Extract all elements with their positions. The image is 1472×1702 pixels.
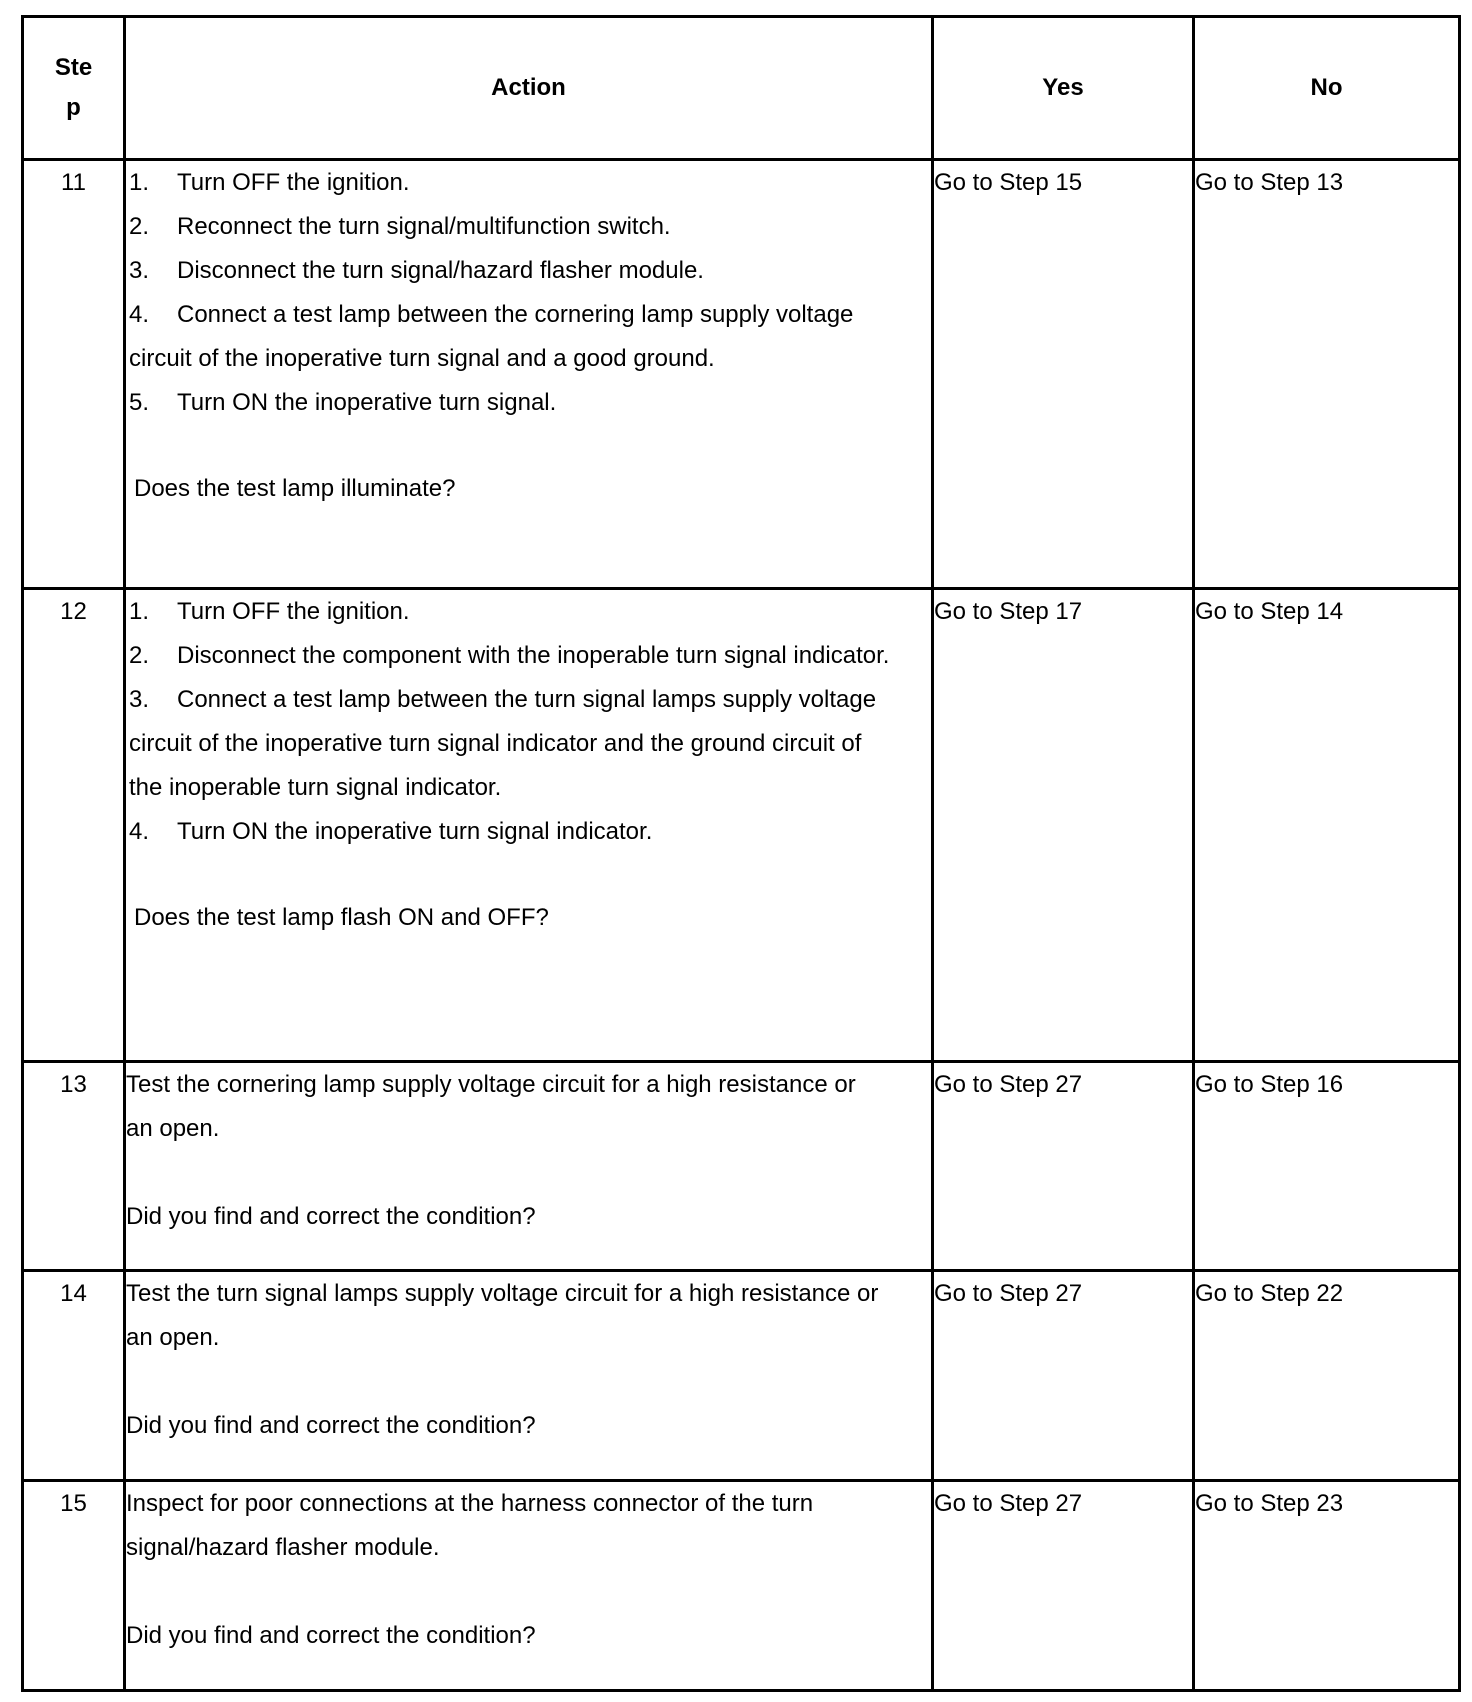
action-item: 1. Turn OFF the ignition. — [129, 598, 410, 625]
header-no: No — [1194, 17, 1460, 160]
yes-cell: Go to Step 15 — [933, 160, 1194, 589]
table-row — [23, 160, 1460, 589]
no-cell: Go to Step 22 — [1194, 1271, 1460, 1481]
no-cell: Go to Step 16 — [1194, 1062, 1460, 1271]
action-question: Did you find and correct the condition? — [126, 1412, 536, 1439]
step-number: 12 — [23, 589, 125, 1062]
no-cell: Go to Step 13 — [1194, 160, 1460, 589]
step-number: 14 — [23, 1271, 125, 1481]
header-yes: Yes — [933, 17, 1194, 160]
action-cell — [125, 1481, 933, 1691]
step-number: 13 — [23, 1062, 125, 1271]
action-cell — [125, 1062, 933, 1271]
step-number: 11 — [23, 160, 125, 589]
action-text: Inspect for poor connections at the harness connector of the turn signal/hazard flasher module. — [126, 1490, 814, 1561]
table-row — [23, 1062, 1460, 1271]
header-step: Step — [23, 17, 125, 160]
action-cell — [125, 589, 933, 1062]
action-cell — [125, 1271, 933, 1481]
step-number: 15 — [23, 1481, 125, 1691]
table-row — [23, 1271, 1460, 1481]
action-text: Test the cornering lamp supply voltage circuit for a high resistance or an open. — [126, 1071, 856, 1142]
action-question: Does the test lamp illuminate? — [134, 475, 456, 502]
action-item: 3. Connect a test lamp between the turn signal lamps supply voltage circuit of the inoperative turn signal indicator and the ground circuit of the inoperable turn signal indicator. — [129, 686, 877, 801]
action-item: 4. Connect a test lamp between the cornering lamp supply voltage circuit of the inoperative turn signal and a good ground. — [129, 301, 854, 372]
table-row — [23, 589, 1460, 1062]
action-item: 5. Turn ON the inoperative turn signal. — [129, 389, 557, 416]
header-action: Action — [125, 17, 933, 160]
no-cell: Go to Step 14 — [1194, 589, 1460, 1062]
action-text: Test the turn signal lamps supply voltage circuit for a high resistance or an open. — [126, 1280, 879, 1351]
action-item: 4. Turn ON the inoperative turn signal indicator. — [129, 818, 653, 845]
action-item: 3. Disconnect the turn signal/hazard flasher module. — [129, 257, 704, 284]
action-question: Did you find and correct the condition? — [126, 1622, 536, 1649]
action-question: Does the test lamp flash ON and OFF? — [134, 904, 549, 931]
yes-cell: Go to Step 27 — [933, 1271, 1194, 1481]
yes-cell: Go to Step 17 — [933, 589, 1194, 1062]
header-row — [23, 17, 1460, 160]
action-item: 2. Reconnect the turn signal/multifunction switch. — [129, 213, 671, 240]
action-cell — [125, 160, 933, 589]
diagnostic-table — [21, 15, 1461, 1692]
no-cell: Go to Step 23 — [1194, 1481, 1460, 1691]
action-item: 2. Disconnect the component with the inoperable turn signal indicator. — [129, 642, 890, 669]
table-row — [23, 1481, 1460, 1691]
action-item: 1. Turn OFF the ignition. — [129, 169, 410, 196]
yes-cell: Go to Step 27 — [933, 1481, 1194, 1691]
action-question: Did you find and correct the condition? — [126, 1203, 536, 1230]
yes-cell: Go to Step 27 — [933, 1062, 1194, 1271]
